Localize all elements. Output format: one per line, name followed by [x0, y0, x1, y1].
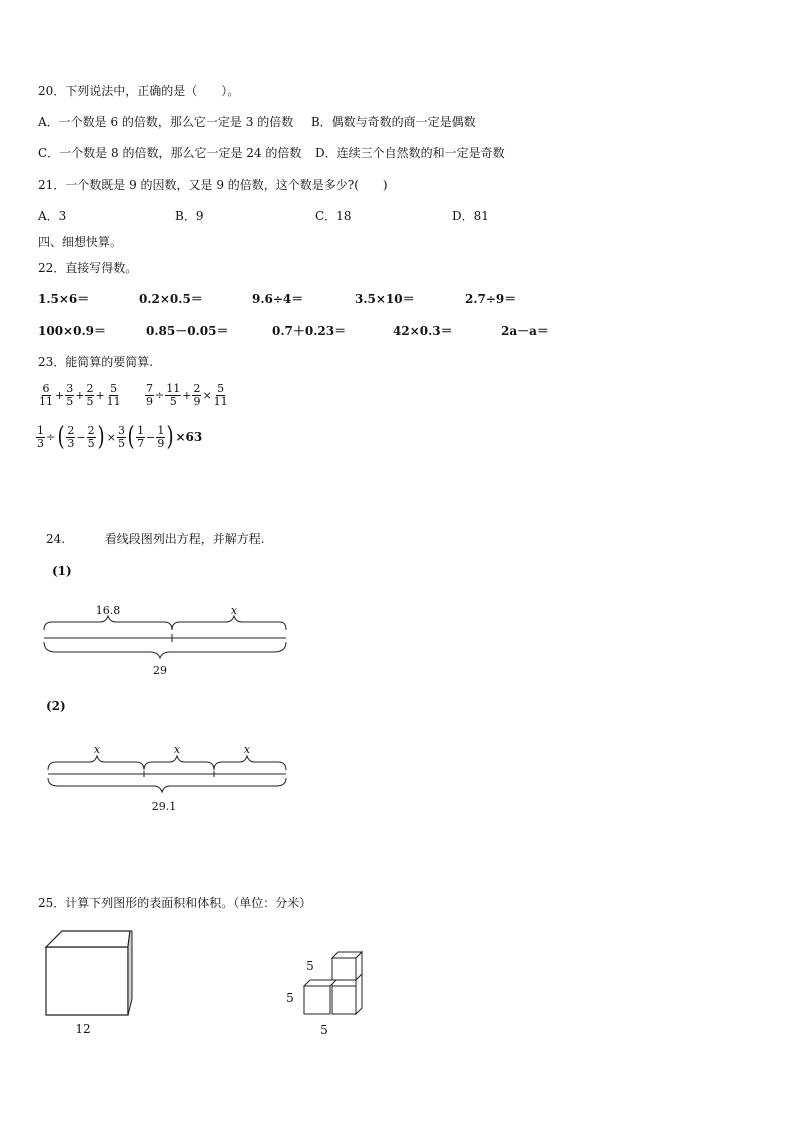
expression-tail: ×63 — [175, 430, 203, 444]
fraction: $\frac{7}{9}$ — [146, 382, 153, 408]
q22-item: 42×0.3＝ — [393, 324, 453, 338]
line-segment-diagram-1 — [38, 600, 294, 682]
q20-stem: 20．下列说法中，正确的是（ ）。 — [38, 84, 240, 98]
q21-option-d: D．81 — [452, 209, 489, 223]
q22-item: 9.6÷4＝ — [252, 292, 304, 306]
fraction: $\frac{3}{5}$ — [66, 382, 74, 408]
q22-item: 1.5×6＝ — [38, 292, 90, 306]
q21-stem: 21．一个数既是 9 的因数，又是 9 的倍数，这个数是多少?( ) — [38, 178, 388, 192]
q25-stem: 25．计算下列图形的表面积和体积。（单位：分米） — [38, 896, 312, 910]
q24-number: 24. — [46, 532, 66, 546]
stack-bottom-label: 5 — [320, 1023, 328, 1037]
stacked-cubes-figure — [280, 948, 380, 1040]
fraction: $\frac{11}{5}$ — [166, 382, 181, 408]
q20-option-d: D．连续三个自然数的和一定是奇数 — [315, 146, 505, 160]
segment-label: x — [243, 743, 251, 756]
segment-label-left: 16.8 — [95, 604, 121, 617]
fraction: $\frac{3}{5}$ — [117, 423, 125, 450]
cube-figure — [40, 925, 140, 1040]
q22-stem: 22．直接写得数。 — [38, 261, 138, 275]
fraction: $\frac{2}{5}$ — [87, 423, 95, 450]
q20-option-a: A．一个数是 6 的倍数，那么它一定是 3 的倍数 — [38, 115, 294, 129]
q20-options-ab — [38, 114, 476, 130]
q20-option-b: B．偶数与奇数的商一定是偶数 — [310, 115, 476, 129]
fraction: $\frac{5}{11}$ — [213, 382, 228, 408]
fraction: $\frac{2}{3}$ — [67, 423, 75, 450]
segment-label: x — [93, 743, 101, 756]
q22-item: 0.7＋0.23＝ — [272, 324, 347, 338]
q20-options-cd — [38, 145, 505, 161]
q21-option-a: A．3 — [38, 209, 67, 223]
q22-item: 0.2×0.5＝ — [139, 292, 203, 306]
stack-left-label: 5 — [286, 991, 294, 1005]
fraction: $\frac{2}{9}$ — [193, 382, 201, 408]
q21-option-c: C．18 — [315, 209, 352, 223]
segment-label: x — [173, 743, 181, 756]
fraction: $\frac{1}{3}$ — [37, 423, 44, 450]
q24-heading — [46, 531, 265, 547]
q23-expression-2: $\frac{7}{9}$ ÷ $\frac{11}{5}$ + $\frac{2}{9}$ × $\frac{5}{11}$ — [146, 382, 228, 408]
q23-expression-1: $\frac{6}{11}$ + $\frac{3}{5}$ + $\frac{2}{5}$ + $\frac{5}{11}$ — [39, 382, 121, 408]
cube-edge-label: 12 — [75, 1022, 91, 1036]
segment-total: 29.1 — [151, 800, 177, 813]
q20-option-c: C．一个数是 8 的倍数，那么它一定是 24 的倍数 — [38, 146, 302, 160]
fraction: $\frac{5}{11}$ — [106, 382, 121, 408]
q24-part1-label: (1) — [52, 564, 72, 578]
fraction: $\frac{1}{9}$ — [157, 423, 165, 450]
segment-label-right: x — [230, 604, 238, 617]
q24-stem: 看线段图列出方程，并解方程. — [104, 532, 265, 546]
q22-item: 3.5×10＝ — [355, 292, 415, 306]
line-segment-diagram-2 — [40, 740, 292, 820]
stack-top-label: 5 — [306, 959, 314, 973]
section-heading: 四、细想快算。 — [38, 235, 123, 249]
fraction: $\frac{2}{5}$ — [86, 382, 94, 408]
q22-item: 2.7÷9＝ — [465, 292, 517, 306]
q21-option-b: B．9 — [175, 209, 204, 223]
segment-total: 29 — [153, 664, 167, 677]
q24-part2-label: (2) — [46, 699, 66, 713]
fraction: $\frac{6}{11}$ — [39, 382, 53, 408]
q22-item: 100×0.9＝ — [38, 324, 106, 338]
q23-stem: 23．能简算的要简算. — [38, 355, 154, 369]
q23-expression-3: $\frac{1}{3}$ ÷ ( $\frac{2}{3}$ − $\frac{2}{5}$ ) × $\frac{3}{5}$ ( $\frac{1}{7}$ − $\frac{1}{9}$ ) ×63 — [37, 422, 203, 452]
fraction: $\frac{1}{7}$ — [137, 423, 145, 450]
q22-item: 2a－a＝ — [501, 324, 549, 338]
q22-item: 0.85－0.05＝ — [146, 324, 229, 338]
